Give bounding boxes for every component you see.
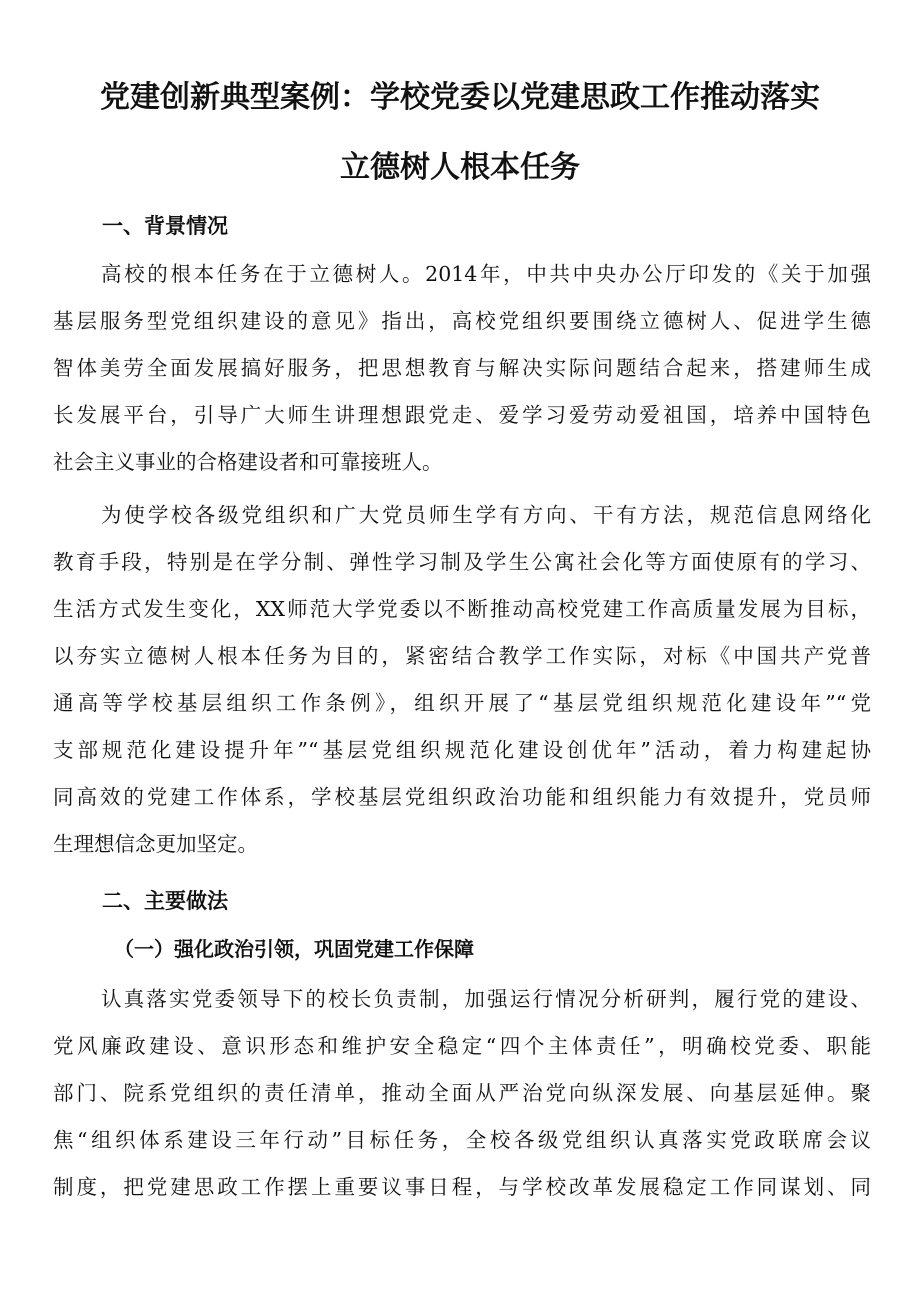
section-heading-background: 一、背景情况 (102, 214, 228, 238)
paragraph-line: 党风廉政建设、意识形态和维护安全稳定“四个主体责任”，明确校党委、职能 (53, 1034, 871, 1058)
paragraph-line: 通高等学校基层组织工作条例》，组织开展了“基层党组织规范化建设年”“党 (53, 691, 871, 715)
paragraph-line: 同高效的党建工作体系，学校基层党组织政治功能和组织能力有效提升，党员师 (53, 785, 871, 809)
paragraph-line: 教育手段，特别是在学分制、弹性学习制及学生公寓社会化等方面使原有的学习、 (53, 550, 871, 574)
paragraph-line: 长发展平台，引导广大师生讲理想跟党走、爱学习爱劳动爱祖国，培养中国特色 (53, 403, 871, 427)
paragraph-line: 认真落实党委领导下的校长负责制，加强运行情况分析研判，履行党的建设、 (101, 987, 871, 1011)
document-title-line-2: 立德树人根本任务 (340, 150, 580, 185)
paragraph-line: 高校的根本任务在于立德树人。2014年，中共中央办公厅印发的《关于加强 (101, 262, 871, 286)
paragraph-background-1 (53, 251, 871, 486)
document-title-line-1: 党建创新典型案例：学校党委以党建思政工作推动落实 (100, 80, 820, 115)
paragraph-line: 焦“组织体系建设三年行动”目标任务，全校各级党组织认真落实党政联席会议 (53, 1128, 871, 1152)
paragraph-line: 支部规范化建设提升年”“基层党组织规范化建设创优年”活动，着力构建起协 (53, 738, 871, 762)
section-heading-main-practices: 二、主要做法 (102, 889, 228, 913)
subsection-heading-political-leadership: （一）强化政治引领，巩固党建工作保障 (114, 937, 474, 961)
paragraph-line: 生理想信念更加坚定。 (53, 832, 258, 856)
paragraph-main-practices-1 (53, 976, 871, 1211)
paragraph-line: 部门、院系党组织的责任清单，推动全面从严治党向纵深发展、向基层延伸。聚 (53, 1081, 871, 1105)
paragraph-line: 基层服务型党组织建设的意见》指出，高校党组织要围绕立德树人、促进学生德 (53, 309, 871, 333)
paragraph-line: 以夯实立德树人根本任务为目的，紧密结合教学工作实际，对标《中国共产党普 (53, 644, 871, 668)
paragraph-line: 制度，把党建思政工作摆上重要议事日程，与学校改革发展稳定工作同谋划、同 (53, 1175, 871, 1199)
paragraph-line: 智体美劳全面发展搞好服务，把思想教育与解决实际问题结合起来，搭建师生成 (53, 356, 871, 380)
paragraph-line: 社会主义事业的合格建设者和可靠接班人。 (53, 450, 443, 474)
paragraph-line: 为使学校各级党组织和广大党员师生学有方向、干有方法，规范信息网络化 (101, 503, 871, 527)
paragraph-background-2 (53, 492, 871, 868)
paragraph-line: 生活方式发生变化，XX师范大学党委以不断推动高校党建工作高质量发展为目标， (53, 597, 871, 621)
